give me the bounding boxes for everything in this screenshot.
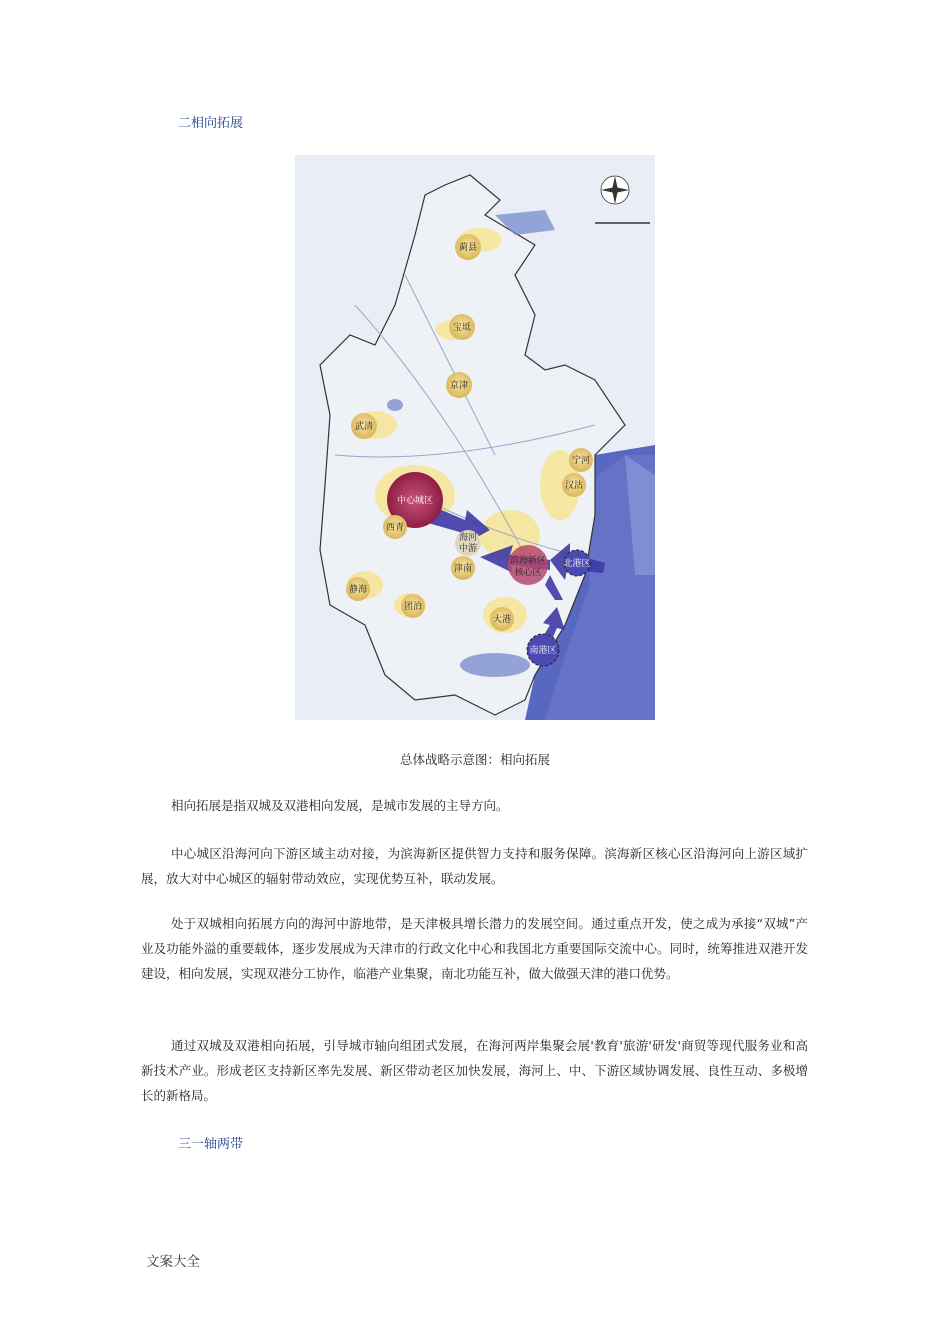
label-binhai-1: 滨海新区 [509, 556, 547, 566]
label-hangu: 汉沽 [564, 481, 584, 491]
label-haihe-1: 海河 [458, 533, 478, 543]
label-center-city: 中心城区 [396, 496, 434, 506]
paragraph-2: 中心城区沿海河向下游区域主动对接，为滨海新区提供智力支持和服务保障。滨海新区核心区沿海河向上游区域扩展，放大对中心城区的辐射带动效应，实现优势互补，联动发展。 [141, 846, 808, 886]
paragraph-1: 相向拓展是指双城及双港相向发展，是城市发展的主导方向。 [171, 798, 509, 813]
page-footer: 文案大全 [146, 1254, 200, 1270]
label-binhai-2: 核心区 [514, 568, 542, 578]
label-jinghai: 静海 [348, 585, 368, 595]
label-jixian: 蓟县 [458, 243, 478, 253]
paragraph-4: 通过双城及双港相向拓展，引导城市轴向组团式发展，在海河两岸集聚会展'教育'旅游'研发'商贸等现代服务业和高新技术产业。形成老区支持新区率先发展、新区带动老区加快发展，海河上、中、下游区域协调发展、良性互动、多极增长的新格局。 [141, 1038, 808, 1103]
label-south-port: 南港区 [529, 646, 557, 656]
tianjin-map [295, 155, 655, 720]
label-ninghe: 宁河 [571, 456, 591, 466]
label-tuanbo: 团泊 [403, 602, 423, 612]
label-baodi: 宝坻 [452, 323, 472, 333]
label-haihe-2: 中游 [458, 544, 478, 554]
label-wuqing: 武清 [354, 422, 374, 432]
label-xiqing: 西青 [385, 523, 405, 533]
label-jinnan: 津南 [453, 564, 473, 574]
label-north-port: 北港区 [563, 559, 591, 569]
section-heading-yizhou: 三一轴两带 [178, 1137, 244, 1152]
label-dagang: 大港 [492, 615, 512, 625]
paragraph-3: 处于双城相向拓展方向的海河中游地带，是天津极具增长潜力的发展空间。通过重点开发，使之成为承接“双城”产业及功能外溢的重要载体，逐步发展成为天津市的行政文化中心和我国北方重要国际交流中心。同时，统筹推进双港开发建设，相向发展，实现双港分工协作，临港产业集聚，南北功能互补，做大做强天津的港口优势。 [141, 916, 808, 981]
figure-caption: 总体战略示意图：相向拓展 [399, 752, 550, 767]
label-jingjin: 京津 [449, 381, 469, 391]
compass-icon [601, 176, 629, 204]
section-heading-xiangxiang: 二相向拓展 [178, 116, 244, 131]
strategy-map-figure [295, 155, 655, 720]
